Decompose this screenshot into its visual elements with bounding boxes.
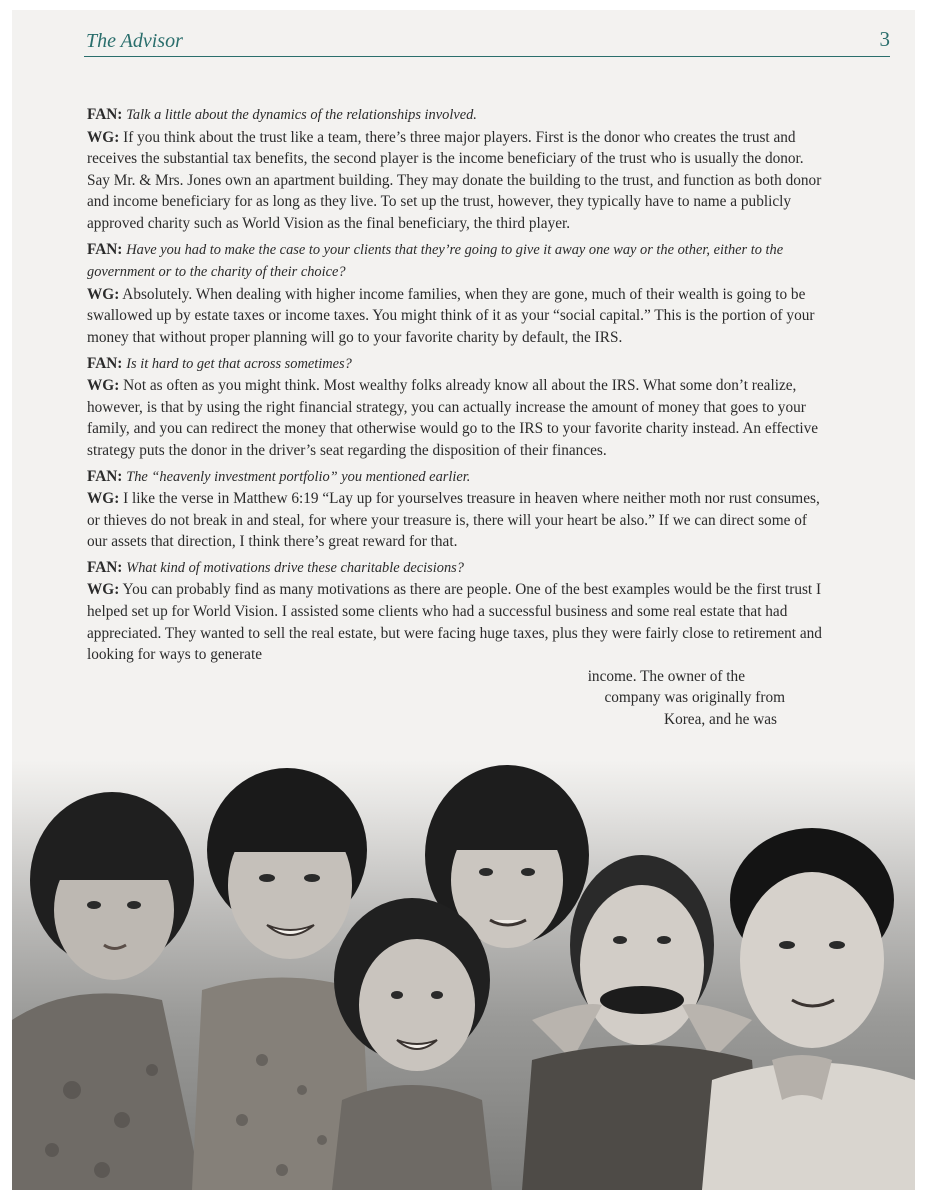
interview-body	[87, 104, 827, 731]
page	[12, 10, 915, 1190]
fan-question: FAN: The “heavenly investment portfolio” you mentioned earlier.	[87, 467, 471, 485]
wg-answer: WG: If you think about the trust like a team, there’s three major players. First is the donor who creates the trust and receives the substantial tax benefits, the second player is the income beneficiary of the trust who is usually the donor. Say Mr. & Mrs. Jones own an apartment building. They may donate the building to the trust, and function as both donor and income beneficiary for as long as they live. To set up the trust, however, they typically have to name a publicly approved charity such as World Vision as the final beneficiary, the third player.	[87, 128, 822, 232]
qa-block	[87, 353, 827, 462]
wg-answer: WG: I like the verse in Matthew 6:19 “Lay up for yourselves treasure in heaven where neither moth nor rust consumes, or thieves do not break in and steal, for where your treasure is, there will your heart be also.” If we can direct some of our assets that direction, I think there’s great reward for that.	[87, 490, 820, 551]
qa-block	[87, 104, 827, 235]
child-6	[702, 828, 915, 1190]
tail-line: Korea, and he was	[664, 711, 777, 729]
qa-block	[87, 239, 827, 349]
tail-line: company was originally from	[604, 689, 785, 707]
publication-title: The Advisor	[86, 30, 183, 52]
fan-question: FAN: Is it hard to get that across sometimes?	[87, 354, 352, 372]
children-photo-illustration	[12, 760, 915, 1190]
fan-question: FAN: What kind of motivations drive these charitable decisions?	[87, 558, 464, 576]
wg-answer: WG: You can probably find as many motivations as there are people. One of the best examples would be the first trust I helped set up for World Vision. I assisted some clients who had a successful business and some real estate that had appreciated. They wanted to sell the real estate, but were facing huge taxes, plus they were fairly close to retirement and looking for ways to generate	[87, 581, 822, 664]
running-header	[84, 26, 890, 57]
children-photo	[12, 760, 915, 1190]
wg-answer: WG: Absolutely. When dealing with higher income families, when they are gone, much of their wealth is going to be swallowed up by estate taxes or income taxes. You might think of it as your “social capital.” This is the portion of your money that without proper planning will go to your favorite charity by default, the IRS.	[87, 285, 815, 346]
page-number: 3	[879, 27, 890, 51]
qa-block	[87, 466, 827, 553]
fan-question: FAN: Have you had to make the case to your clients that they’re going to give it away one way or the other, either to the government or to the charity of their choice?	[87, 240, 784, 281]
wrapped-text-tail	[87, 666, 827, 731]
tail-line: income. The owner of the	[587, 667, 745, 685]
wg-answer: WG: Not as often as you might think. Most wealthy folks already know all about the IRS. What some don’t realize, however, is that by using the right financial strategy, you can actually increase the amount of money that goes to your family, and you can redirect the money that otherwise would go to the IRS to your favorite charity instead. An effective strategy puts the donor in the driver’s seat regarding the disposition of their finances.	[87, 377, 819, 459]
qa-block	[87, 557, 827, 731]
child-1	[12, 792, 202, 1190]
fan-question: FAN: Talk a little about the dynamics of the relationships involved.	[87, 106, 477, 123]
